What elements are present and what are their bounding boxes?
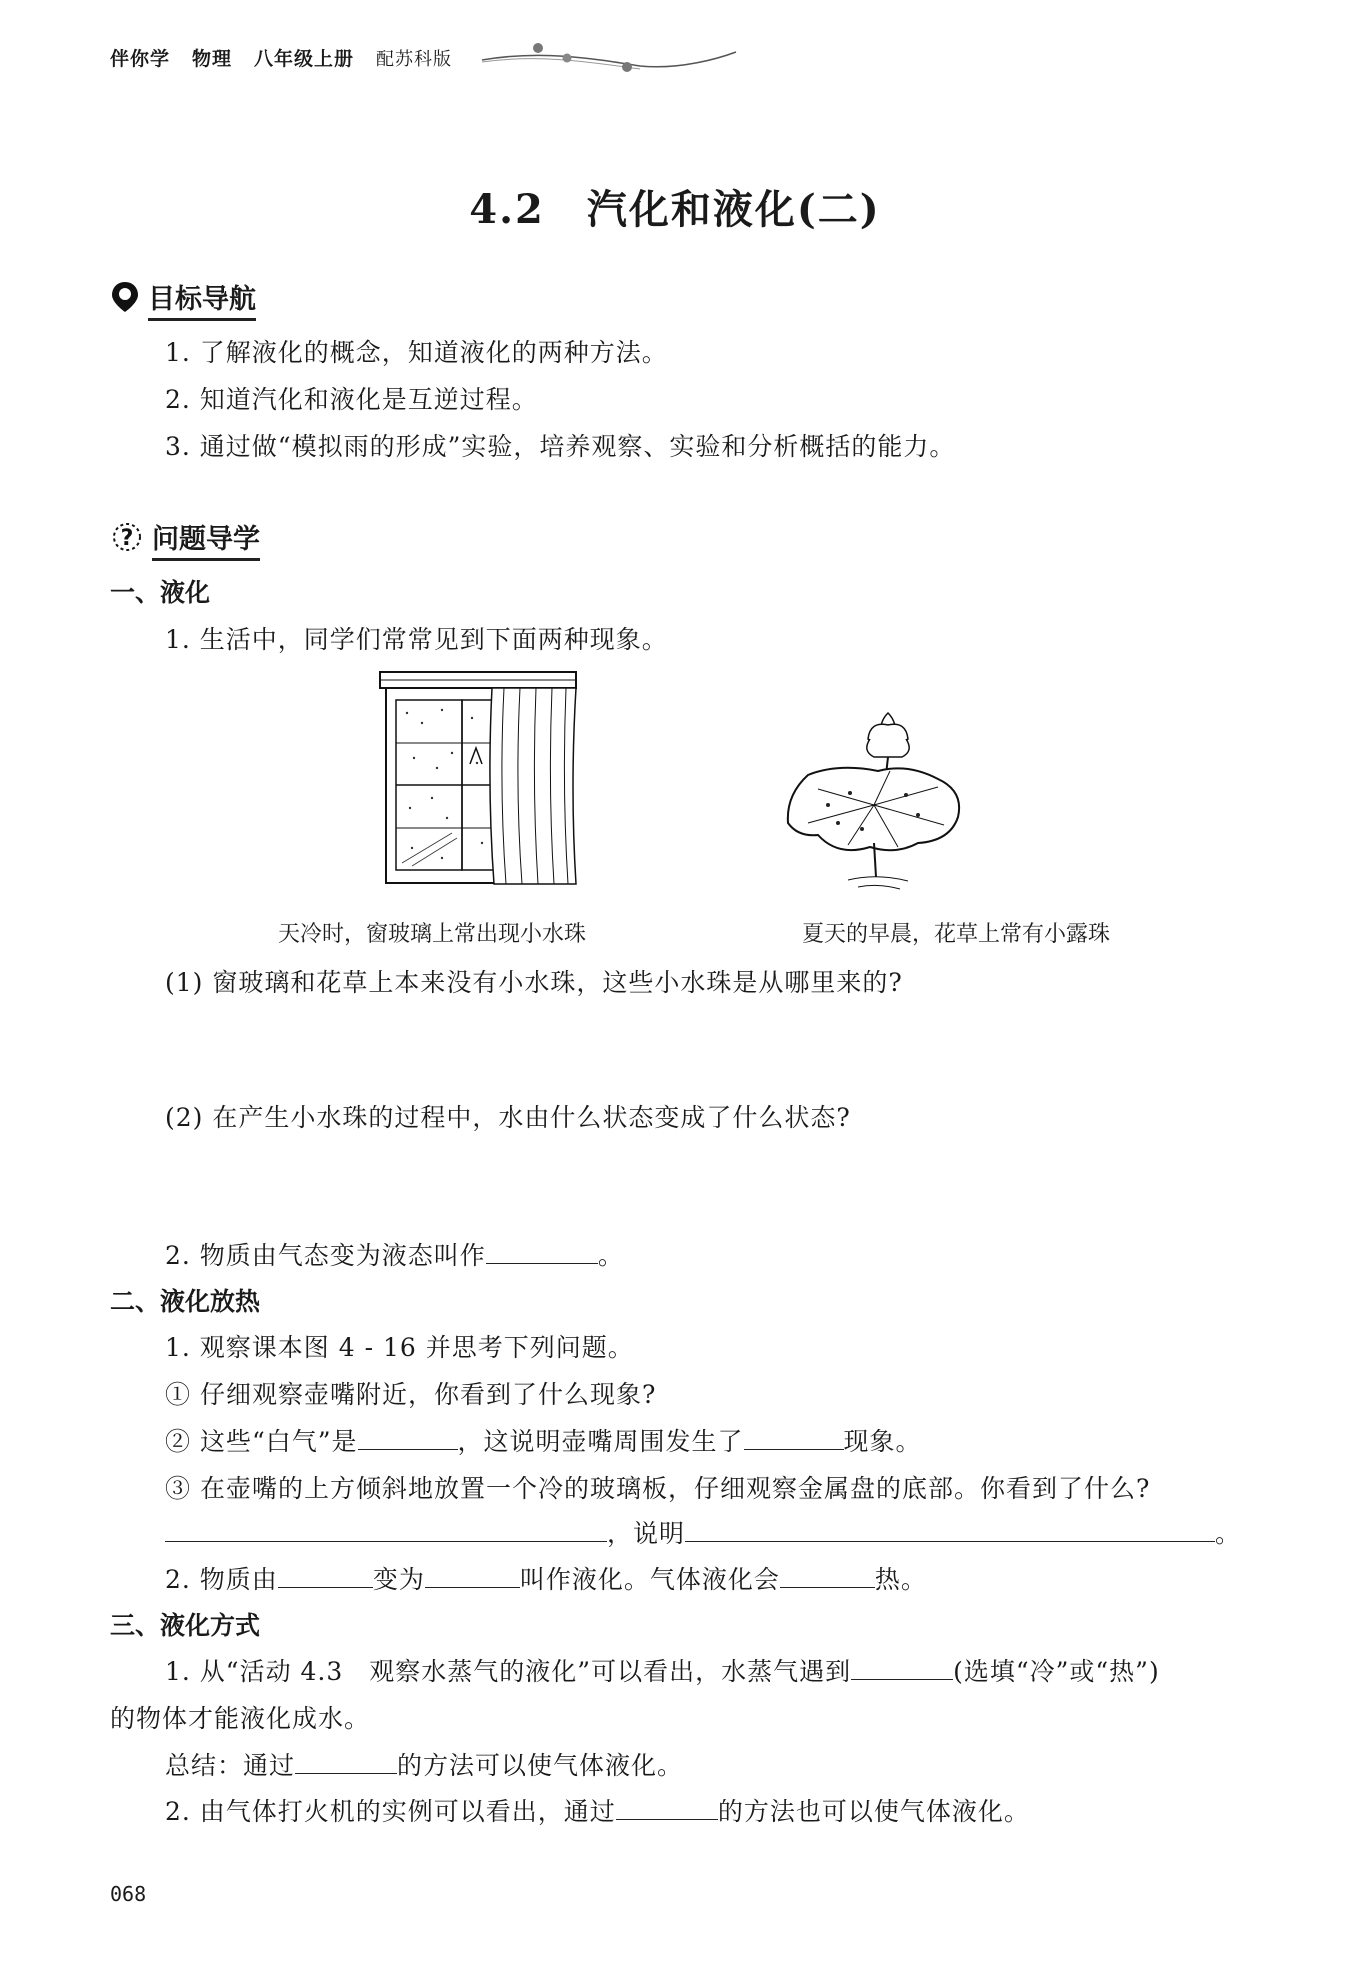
s3-summary-text-a: 总结：通过: [165, 1751, 296, 1780]
s3-q1-text-a: 1. 从“活动 4.3 观察水蒸气的液化”可以看出，水蒸气遇到: [165, 1657, 852, 1686]
running-header: [110, 44, 452, 71]
edition: 配苏科版: [376, 49, 453, 70]
s2-item-3: ③ 在壶嘴的上方倾斜地放置一个冷的玻璃板，仔细观察金属盘的底部。你看到了什么?: [165, 1474, 1151, 1503]
answer-blank[interactable]: [780, 1565, 875, 1588]
header-wave-decoration: [480, 36, 740, 76]
s2-item-2-text-b: ，这说明壶嘴周围发生了: [457, 1427, 744, 1456]
lotus-dew-illustration: [778, 705, 968, 895]
lesson-title-text: 汽化和液化(二): [586, 186, 881, 233]
s1-question-1a: (1) 窗玻璃和花草上本来没有小水珠，这些小水珠是从哪里来的?: [165, 968, 903, 997]
goals-heading-label: 目标导航: [148, 284, 256, 321]
answer-blank[interactable]: [744, 1427, 844, 1450]
answer-blank[interactable]: [358, 1427, 458, 1450]
s3-question-1-cont: 的物体才能液化成水。: [110, 1704, 371, 1733]
answer-blank[interactable]: [685, 1519, 1215, 1542]
s1-question-1: 1. 生活中，同学们常常见到下面两种现象。: [165, 625, 668, 654]
goal-item-3: 3. 通过做“模拟雨的形成”实验，培养观察、实验和分析概括的能力。: [165, 432, 956, 461]
s3-q2-text-a: 2. 由气体打火机的实例可以看出，通过: [165, 1797, 616, 1826]
caption-lotus: 夏天的早晨，花草上常有小露珠: [802, 922, 1111, 947]
answer-blank[interactable]: [486, 1241, 598, 1264]
s2-item-2-text-c: 现象。: [843, 1427, 922, 1456]
window-frost-illustration: [372, 668, 582, 890]
s2-q2-text-c: 叫作液化。气体液化会: [519, 1565, 780, 1594]
s2-item-1: ① 仔细观察壶嘴附近，你看到了什么现象?: [165, 1380, 657, 1409]
subject: 物理: [192, 48, 233, 70]
s1-q2-end: 。: [597, 1241, 624, 1270]
goals-heading: [110, 277, 256, 316]
s3-question-2: [165, 1792, 1030, 1828]
s3-summary-text-b: 的方法可以使气体液化。: [397, 1751, 684, 1780]
section-3-heading: 三、液化方式: [110, 1611, 261, 1640]
goal-item-1: 1. 了解液化的概念，知道液化的两种方法。: [165, 338, 668, 367]
section-2-heading: 二、液化放热: [110, 1287, 261, 1316]
answer-blank[interactable]: [425, 1565, 520, 1588]
page-number: 068: [110, 1882, 147, 1906]
s2-item-3-text-c: 。: [1215, 1519, 1242, 1548]
s1-question-2: [165, 1236, 624, 1272]
s1-q2-text: 2. 物质由气态变为液态叫作: [165, 1241, 486, 1270]
answer-blank[interactable]: [165, 1519, 607, 1542]
s3-question-1: [165, 1652, 1160, 1688]
section-1-heading: 一、液化: [110, 578, 211, 607]
s3-q2-text-b: 的方法也可以使气体液化。: [717, 1797, 1030, 1826]
grade: 八年级上册: [254, 48, 355, 70]
s2-item-3-answer: [165, 1514, 1241, 1550]
lesson-number: 4.2: [469, 186, 545, 233]
s2-item-3-text-b: ，说明: [607, 1519, 686, 1548]
s3-summary: [165, 1746, 683, 1782]
guide-heading-label: 问题导学: [152, 524, 260, 561]
s2-item-2: [165, 1422, 922, 1458]
goal-item-2: 2. 知道汽化和液化是互逆过程。: [165, 385, 538, 414]
answer-blank[interactable]: [851, 1657, 953, 1680]
s2-item-2-text-a: ② 这些“白气”是: [165, 1427, 358, 1456]
s2-q2-text-d: 热。: [874, 1565, 927, 1594]
svg-text:?: ?: [120, 526, 134, 551]
answer-blank[interactable]: [295, 1751, 397, 1774]
question-bulb-icon: [110, 520, 144, 554]
guide-heading: [110, 517, 260, 556]
s2-q2-text-b: 变为: [372, 1565, 425, 1594]
book-name: 伴你学: [110, 48, 171, 70]
location-pin-icon: [110, 280, 140, 314]
s2-question-1: 1. 观察课本图 4 - 16 并思考下列问题。: [165, 1333, 634, 1362]
s2-question-2: [165, 1560, 927, 1596]
s3-q1-text-b: (选填“冷”或“热”): [953, 1657, 1160, 1686]
lesson-title: [0, 178, 1350, 235]
s1-question-1b: (2) 在产生小水珠的过程中，水由什么状态变成了什么状态?: [165, 1103, 851, 1132]
s2-q2-text-a: 2. 物质由: [165, 1565, 278, 1594]
answer-blank[interactable]: [278, 1565, 373, 1588]
caption-window: 天冷时，窗玻璃上常出现小水珠: [278, 922, 587, 947]
answer-blank[interactable]: [616, 1797, 718, 1820]
